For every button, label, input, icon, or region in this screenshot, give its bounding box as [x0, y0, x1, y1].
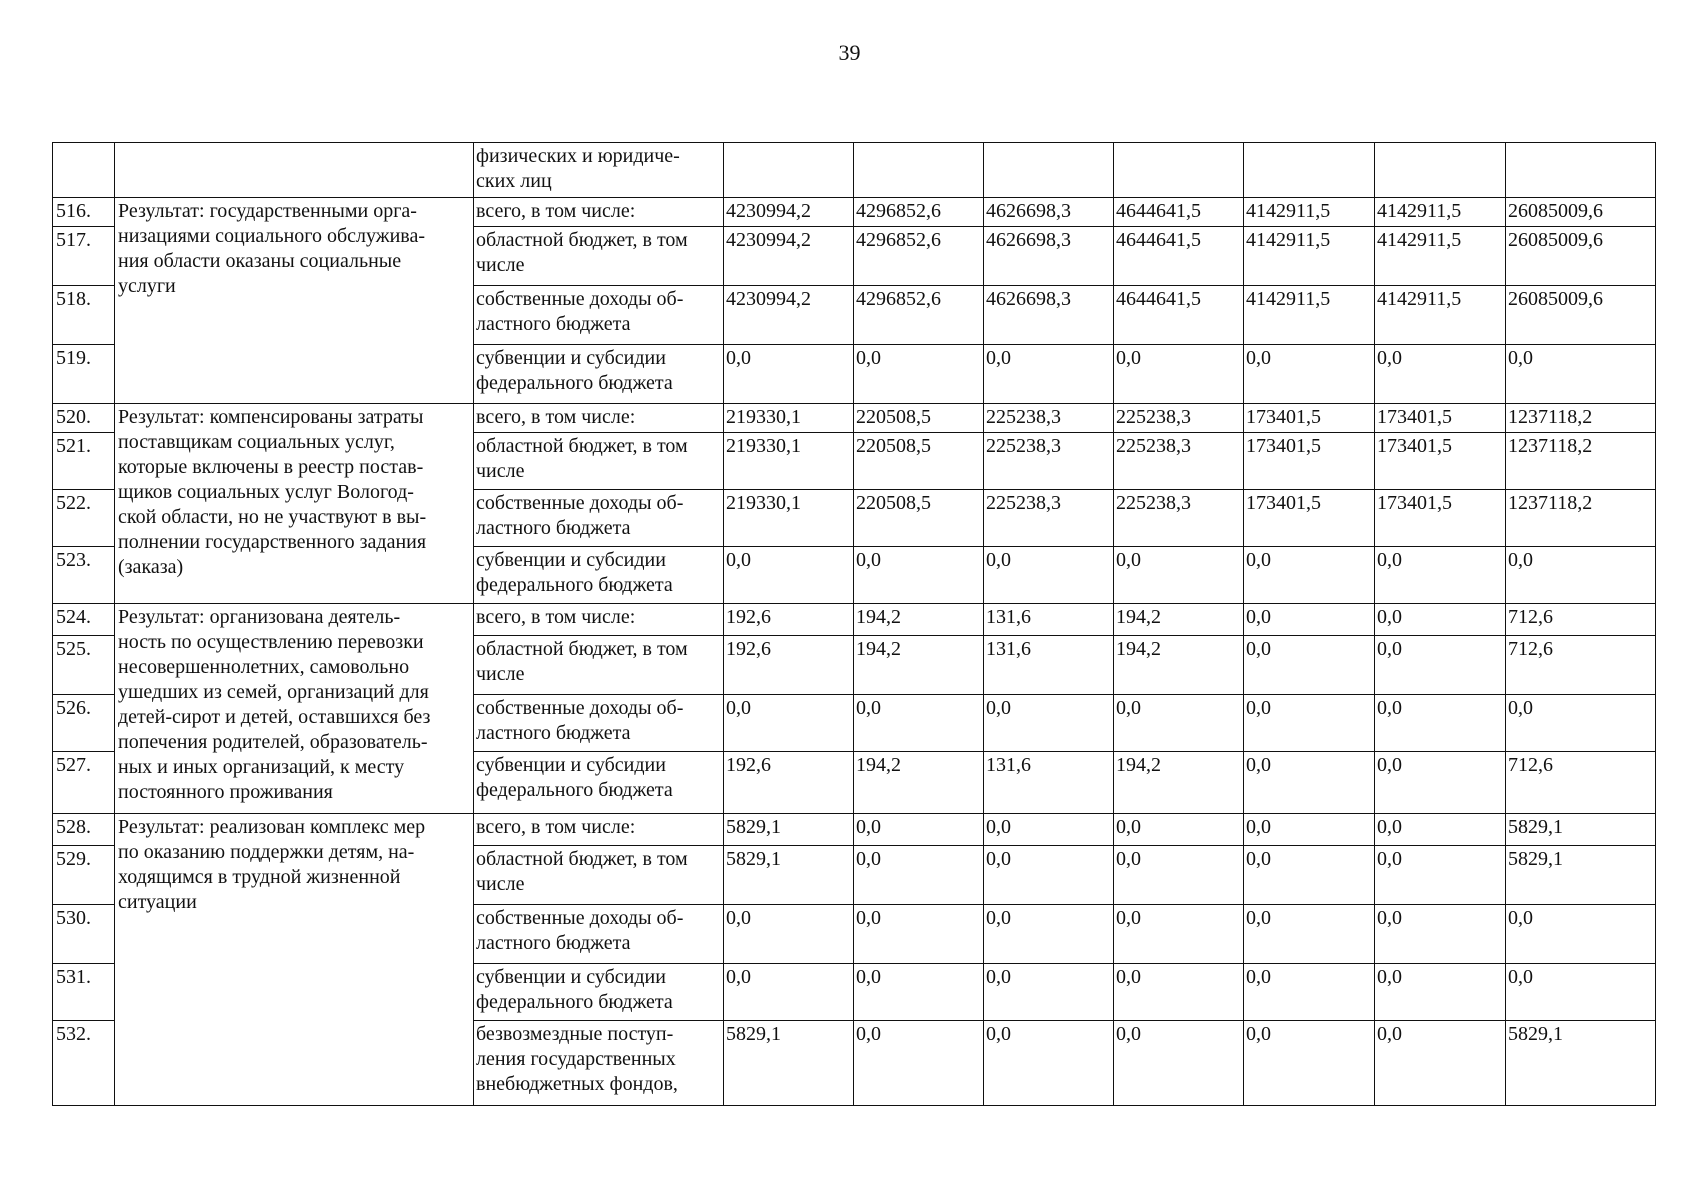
- source-label-cell: всего, в том числе:: [474, 604, 724, 636]
- value-cell: 5829,1: [724, 814, 854, 846]
- value-cell: 0,0: [1244, 636, 1375, 695]
- value-cell: 0,0: [1244, 547, 1375, 604]
- value-cell: 192,6: [724, 752, 854, 814]
- row-number-cell: 516.: [53, 198, 115, 227]
- value-cell: 0,0: [984, 814, 1114, 846]
- value-cell: 4142911,5: [1375, 286, 1506, 345]
- source-label-cell: всего, в том числе:: [474, 198, 724, 227]
- value-cell: 173401,5: [1375, 433, 1506, 490]
- value-cell: 4142911,5: [1244, 198, 1375, 227]
- value-cell: 192,6: [724, 636, 854, 695]
- value-cell: 0,0: [1244, 345, 1375, 404]
- value-cell: 0,0: [1375, 636, 1506, 695]
- row-number-cell: 530.: [53, 905, 115, 964]
- value-cell: 0,0: [854, 846, 984, 905]
- value-cell: 0,0: [1375, 905, 1506, 964]
- value-cell: 0,0: [724, 964, 854, 1021]
- value-cell: 4296852,6: [854, 198, 984, 227]
- row-number-cell: 528.: [53, 814, 115, 846]
- value-cell: 0,0: [984, 547, 1114, 604]
- value-cell: [1244, 143, 1375, 198]
- value-cell: 131,6: [984, 752, 1114, 814]
- value-cell: 0,0: [984, 695, 1114, 752]
- value-cell: 173401,5: [1375, 490, 1506, 547]
- value-cell: 4644641,5: [1114, 227, 1244, 286]
- value-cell: 0,0: [1114, 905, 1244, 964]
- row-number-cell: 532.: [53, 1021, 115, 1106]
- value-cell: 173401,5: [1244, 404, 1375, 433]
- source-label-cell: областной бюджет, в том числе: [474, 433, 724, 490]
- value-cell: 0,0: [1506, 345, 1656, 404]
- value-cell: 0,0: [1375, 846, 1506, 905]
- value-cell: 0,0: [854, 1021, 984, 1106]
- value-cell: 0,0: [1244, 604, 1375, 636]
- source-label-cell: собственные доходы об- ластного бюджета: [474, 286, 724, 345]
- value-cell: [1506, 143, 1656, 198]
- value-cell: 26085009,6: [1506, 198, 1656, 227]
- value-cell: 0,0: [1375, 1021, 1506, 1106]
- value-cell: 194,2: [854, 604, 984, 636]
- value-cell: 0,0: [724, 345, 854, 404]
- row-number-cell: 524.: [53, 604, 115, 636]
- source-label-cell: субвенции и субсидии федерального бюджета: [474, 964, 724, 1021]
- table-row: [53, 198, 1656, 227]
- value-cell: 0,0: [854, 905, 984, 964]
- value-cell: 0,0: [1114, 814, 1244, 846]
- value-cell: 0,0: [1506, 964, 1656, 1021]
- row-number-cell: 527.: [53, 752, 115, 814]
- value-cell: 0,0: [1506, 547, 1656, 604]
- value-cell: 0,0: [854, 814, 984, 846]
- value-cell: 225238,3: [1114, 404, 1244, 433]
- value-cell: 0,0: [1375, 964, 1506, 1021]
- value-cell: 0,0: [1244, 846, 1375, 905]
- value-cell: 194,2: [1114, 752, 1244, 814]
- row-number-cell: 526.: [53, 695, 115, 752]
- row-number-cell: 518.: [53, 286, 115, 345]
- value-cell: 220508,5: [854, 433, 984, 490]
- value-cell: 0,0: [1375, 547, 1506, 604]
- value-cell: 225238,3: [984, 490, 1114, 547]
- value-cell: 712,6: [1506, 604, 1656, 636]
- value-cell: 4644641,5: [1114, 198, 1244, 227]
- value-cell: 0,0: [1506, 695, 1656, 752]
- value-cell: [984, 143, 1114, 198]
- row-number-cell: 520.: [53, 404, 115, 433]
- value-cell: 0,0: [1244, 1021, 1375, 1106]
- value-cell: 4230994,2: [724, 198, 854, 227]
- value-cell: 0,0: [724, 905, 854, 964]
- value-cell: 0,0: [724, 547, 854, 604]
- value-cell: 131,6: [984, 604, 1114, 636]
- value-cell: 220508,5: [854, 490, 984, 547]
- result-cell: Результат: организована деятель- ность по осуществлению перевозки несовершеннолетних, самовольно ушедших из семей, организаций для детей-сирот и детей, оставшихся без попечения родителей, образователь- ных и иных организаций, к месту постоянного проживания: [115, 604, 474, 814]
- value-cell: [854, 143, 984, 198]
- source-label-cell: областной бюджет, в том числе: [474, 227, 724, 286]
- value-cell: 712,6: [1506, 636, 1656, 695]
- value-cell: 220508,5: [854, 404, 984, 433]
- value-cell: 131,6: [984, 636, 1114, 695]
- source-label-cell: безвозмездные поступ- ления государственных внебюджетных фондов,: [474, 1021, 724, 1106]
- value-cell: 0,0: [1244, 695, 1375, 752]
- value-cell: 4142911,5: [1244, 227, 1375, 286]
- result-cell: Результат: реализован комплекс мер по оказанию поддержки детям, на- ходящимся в трудной жизненной ситуации: [115, 814, 474, 1106]
- value-cell: 4142911,5: [1244, 286, 1375, 345]
- row-number-cell: 531.: [53, 964, 115, 1021]
- value-cell: 0,0: [1244, 752, 1375, 814]
- budget-table: [52, 142, 1656, 1106]
- value-cell: 0,0: [854, 547, 984, 604]
- row-number-cell: 517.: [53, 227, 115, 286]
- value-cell: 194,2: [854, 752, 984, 814]
- value-cell: [1114, 143, 1244, 198]
- value-cell: 4230994,2: [724, 227, 854, 286]
- value-cell: 225238,3: [1114, 490, 1244, 547]
- source-label-cell: субвенции и субсидии федерального бюджета: [474, 547, 724, 604]
- value-cell: 173401,5: [1375, 404, 1506, 433]
- value-cell: 0,0: [1114, 964, 1244, 1021]
- value-cell: 219330,1: [724, 404, 854, 433]
- value-cell: 194,2: [854, 636, 984, 695]
- value-cell: 0,0: [1114, 1021, 1244, 1106]
- source-label-cell: субвенции и субсидии федерального бюджета: [474, 752, 724, 814]
- value-cell: 0,0: [984, 846, 1114, 905]
- row-number-cell: 523.: [53, 547, 115, 604]
- value-cell: 5829,1: [1506, 814, 1656, 846]
- result-cell: [115, 143, 474, 198]
- value-cell: 5829,1: [724, 1021, 854, 1106]
- value-cell: 0,0: [854, 695, 984, 752]
- row-number-cell: [53, 143, 115, 198]
- value-cell: 4644641,5: [1114, 286, 1244, 345]
- value-cell: 225238,3: [1114, 433, 1244, 490]
- value-cell: 0,0: [1114, 345, 1244, 404]
- source-label-cell: областной бюджет, в том числе: [474, 636, 724, 695]
- value-cell: [1375, 143, 1506, 198]
- value-cell: 5829,1: [724, 846, 854, 905]
- row-number-cell: 525.: [53, 636, 115, 695]
- value-cell: 219330,1: [724, 490, 854, 547]
- value-cell: 0,0: [1375, 814, 1506, 846]
- table-row: [53, 604, 1656, 636]
- table-row: [53, 814, 1656, 846]
- value-cell: [724, 143, 854, 198]
- value-cell: 0,0: [1375, 604, 1506, 636]
- value-cell: 0,0: [984, 345, 1114, 404]
- value-cell: 4230994,2: [724, 286, 854, 345]
- value-cell: 0,0: [1506, 905, 1656, 964]
- source-label-cell: субвенции и субсидии федерального бюджета: [474, 345, 724, 404]
- value-cell: 194,2: [1114, 636, 1244, 695]
- value-cell: 225238,3: [984, 404, 1114, 433]
- value-cell: 0,0: [1375, 695, 1506, 752]
- value-cell: 26085009,6: [1506, 227, 1656, 286]
- value-cell: 0,0: [1244, 964, 1375, 1021]
- table-row: [53, 404, 1656, 433]
- source-label-cell: областной бюджет, в том числе: [474, 846, 724, 905]
- value-cell: 0,0: [1244, 905, 1375, 964]
- value-cell: 0,0: [854, 964, 984, 1021]
- value-cell: 1237118,2: [1506, 433, 1656, 490]
- value-cell: 0,0: [984, 964, 1114, 1021]
- value-cell: 0,0: [1114, 695, 1244, 752]
- value-cell: 4626698,3: [984, 227, 1114, 286]
- value-cell: 0,0: [724, 695, 854, 752]
- result-cell: Результат: государственными орга- низациями социального обслужива- ния области оказаны социальные услуги: [115, 198, 474, 404]
- value-cell: 194,2: [1114, 604, 1244, 636]
- row-number-cell: 529.: [53, 846, 115, 905]
- value-cell: 219330,1: [724, 433, 854, 490]
- page-number: 39: [838, 40, 861, 65]
- value-cell: 0,0: [1375, 752, 1506, 814]
- row-number-cell: 519.: [53, 345, 115, 404]
- value-cell: 1237118,2: [1506, 404, 1656, 433]
- value-cell: 4626698,3: [984, 198, 1114, 227]
- value-cell: 5829,1: [1506, 846, 1656, 905]
- value-cell: 26085009,6: [1506, 286, 1656, 345]
- value-cell: 4142911,5: [1375, 198, 1506, 227]
- value-cell: 4626698,3: [984, 286, 1114, 345]
- source-label-cell: физических и юридиче- ских лиц: [474, 143, 724, 198]
- value-cell: 0,0: [854, 345, 984, 404]
- value-cell: 192,6: [724, 604, 854, 636]
- value-cell: 4296852,6: [854, 286, 984, 345]
- source-label-cell: всего, в том числе:: [474, 404, 724, 433]
- value-cell: 0,0: [984, 1021, 1114, 1106]
- source-label-cell: собственные доходы об- ластного бюджета: [474, 695, 724, 752]
- value-cell: 0,0: [1114, 846, 1244, 905]
- value-cell: 712,6: [1506, 752, 1656, 814]
- value-cell: 225238,3: [984, 433, 1114, 490]
- value-cell: 0,0: [984, 905, 1114, 964]
- source-label-cell: собственные доходы об- ластного бюджета: [474, 490, 724, 547]
- source-label-cell: собственные доходы об- ластного бюджета: [474, 905, 724, 964]
- value-cell: 5829,1: [1506, 1021, 1656, 1106]
- value-cell: 0,0: [1244, 814, 1375, 846]
- value-cell: 173401,5: [1244, 490, 1375, 547]
- value-cell: 0,0: [1375, 345, 1506, 404]
- value-cell: 0,0: [1114, 547, 1244, 604]
- source-label-cell: всего, в том числе:: [474, 814, 724, 846]
- row-number-cell: 522.: [53, 490, 115, 547]
- table-body: [53, 143, 1656, 1106]
- value-cell: 4142911,5: [1375, 227, 1506, 286]
- value-cell: 173401,5: [1244, 433, 1375, 490]
- value-cell: 1237118,2: [1506, 490, 1656, 547]
- result-cell: Результат: компенсированы затраты поставщикам социальных услуг, которые включены в реестр постав- щиков социальных услуг Вологод- ской области, но не участвуют в вы- полнении государственного задания (заказа): [115, 404, 474, 604]
- value-cell: 4296852,6: [854, 227, 984, 286]
- table-row-continuation: [53, 143, 1656, 198]
- row-number-cell: 521.: [53, 433, 115, 490]
